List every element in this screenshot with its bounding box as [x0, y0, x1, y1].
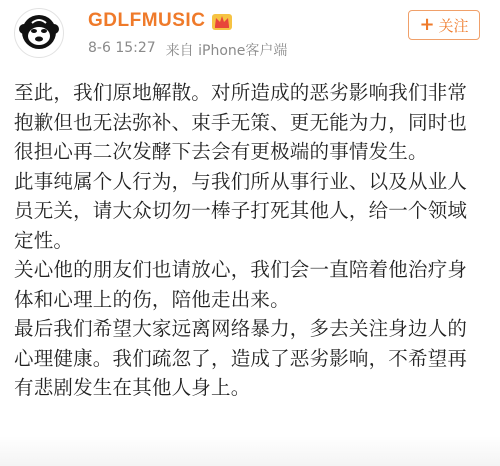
follow-label: 关注: [438, 16, 469, 35]
post-paragraph-2: 此事纯属个人行为，与我们所从事行业、以及从业人员无关，请大众切勿一棒子打死其他人，给一个领域定性。: [14, 169, 468, 252]
post-paragraph-3: 关心他的朋友们也请放心，我们会一直陪着他治疗身体和心理上的伤，陪他走出来。: [14, 258, 468, 311]
avatar[interactable]: [14, 8, 64, 58]
plus-icon: +: [419, 14, 435, 35]
gorilla-logo-icon: [15, 9, 63, 57]
post-meta: [88, 40, 287, 60]
crown-vip-icon[interactable]: [211, 11, 233, 31]
post-paragraph-1: 至此，我们原地解散。对所造成的恶劣影响我们非常抱歉但也无法弥补、束手无策、更无能为力，同时也很担心再二次发酵下去会有更极端的事情发生。: [14, 81, 468, 163]
follow-button[interactable]: [408, 10, 480, 40]
post-source[interactable]: 来自 iPhone客户端: [165, 43, 288, 59]
post-paragraph-4: 最后我们希望大家远离网络暴力，多去关注身边人的心理健康。我们疏忽了，造成了恶劣影响，不希望再有悲剧发生在其他人身上。: [14, 317, 468, 399]
bottom-divider: [0, 436, 500, 466]
username[interactable]: GDLFMUSIC: [88, 10, 206, 31]
post-date: 8-6 15:27: [88, 40, 156, 56]
post-content: [14, 78, 486, 403]
username-row: [88, 8, 233, 34]
